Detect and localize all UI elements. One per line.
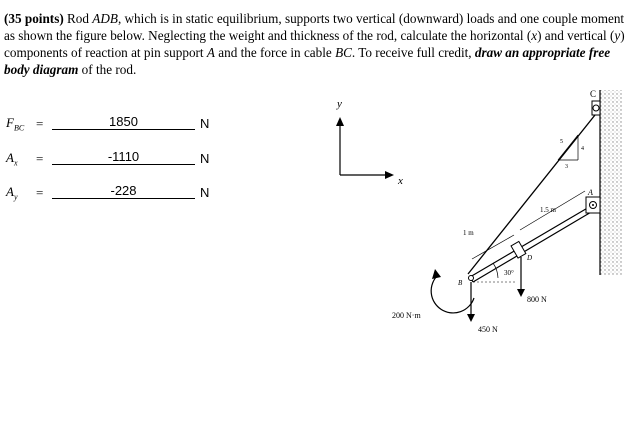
ay-unit: N — [200, 185, 210, 200]
fbc-label-main: F — [6, 115, 14, 130]
fbc-unit: N — [200, 116, 210, 131]
slope-label-5: 5 — [560, 139, 563, 145]
emphasis-fbd: draw an appropriate free body diagram — [4, 45, 611, 77]
ax-label-main: A — [6, 150, 14, 165]
cable-bc — [468, 110, 599, 274]
load-800n-arrow — [517, 257, 525, 297]
ay-label-sub: y — [13, 192, 18, 202]
points-label: (35 points) — [4, 11, 64, 26]
rod-adb — [470, 203, 598, 282]
slope-label-4: 4 — [581, 146, 584, 152]
ax-unit: N — [200, 151, 210, 166]
joint-b — [469, 276, 474, 281]
dimension-label-1m: 1 m — [463, 229, 474, 237]
ay-answer-field[interactable]: -228 — [52, 184, 195, 199]
pin-support-a — [586, 197, 600, 213]
statement-text-3: ) and vertical ( — [537, 28, 615, 43]
x-symbol: x — [531, 28, 538, 43]
label-d: D — [527, 254, 533, 262]
fbc-label-sub: BC — [13, 123, 25, 133]
joint-d — [511, 241, 526, 258]
y-axis-label: y — [337, 98, 342, 110]
label-c: C — [590, 89, 597, 99]
rod-name: ADB — [92, 11, 118, 26]
load-450n-arrow — [467, 282, 475, 322]
statement-text-6: . To receive full credit, — [351, 45, 475, 60]
slope-label-3: 3 — [565, 164, 568, 170]
y-symbol: y — [614, 28, 621, 43]
moment-label: 200 N·m — [392, 311, 421, 320]
load-800n-label: 800 N — [527, 295, 547, 304]
fbc-equals: = — [36, 116, 44, 131]
fbc-answer-field[interactable]: 1850 — [52, 115, 195, 130]
ay-equals: = — [36, 185, 44, 200]
ax-answer-field[interactable]: -1110 — [52, 150, 195, 165]
statement-text-7: of the rod. — [78, 62, 137, 77]
cable-anchor-c — [592, 101, 600, 115]
statement-text-5: and the force in cable — [214, 45, 336, 60]
problem-statement — [4, 10, 632, 78]
label-b: B — [458, 279, 463, 287]
x-axis-label: x — [398, 175, 403, 187]
wall — [600, 90, 622, 275]
statement-text-2: , which is in static equilibrium, supports two vertical (downward) loads and one couple moment as shown the figure below. Neglecting the weight and thickness of the rod, calculate the horizontal ( — [4, 11, 625, 43]
statement-text-4: ) components of reaction at pin support — [4, 28, 625, 60]
y-axis-arrowhead — [336, 117, 344, 126]
cable-bc-symbol: BC — [335, 45, 352, 60]
couple-moment-arrow — [431, 269, 474, 313]
label-a: A — [588, 188, 593, 197]
dimension-label-1-5m: 1.5 m — [540, 206, 556, 214]
rod-figure — [380, 85, 635, 345]
angle-label: 30° — [504, 269, 514, 277]
ax-equals: = — [36, 151, 44, 166]
ay-label-main: A — [6, 184, 14, 199]
support-a-symbol: A — [206, 45, 215, 60]
ax-label-sub: x — [13, 158, 18, 168]
load-450n-label: 450 N — [478, 325, 498, 334]
statement-text-1: Rod — [63, 11, 93, 26]
